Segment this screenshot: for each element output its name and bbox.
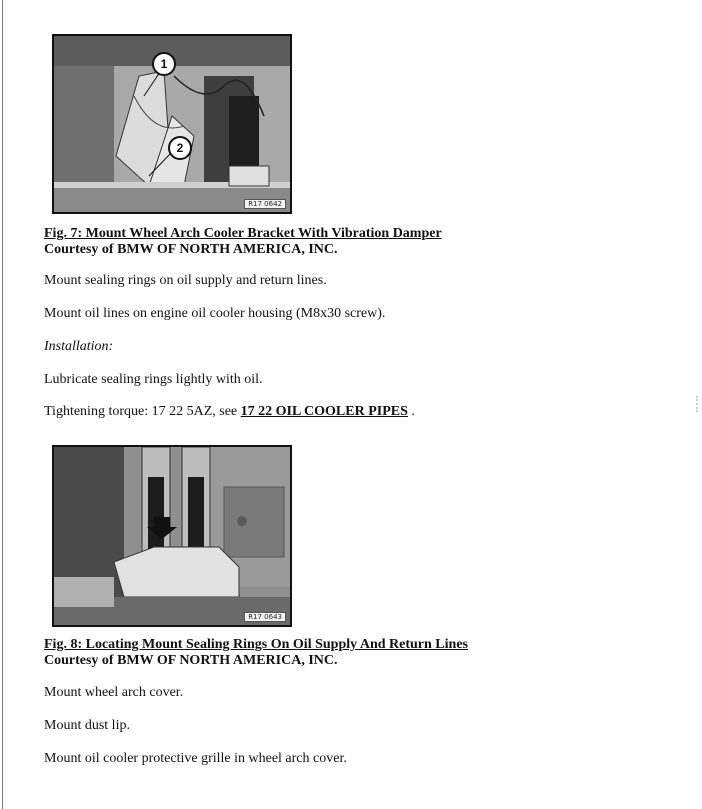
- oil-cooler-pipes-link[interactable]: 17 22 OIL COOLER PIPES: [240, 404, 408, 419]
- torque-suffix: .: [407, 404, 415, 419]
- scroll-marker: [696, 396, 702, 412]
- paragraph-sealing-rings: Mount sealing rings on oil supply and return lines.: [44, 273, 327, 288]
- callout-1: 1: [152, 52, 176, 76]
- figure-8-ref: R17 0643: [244, 612, 286, 622]
- figure-7-caption-credit: Courtesy of BMW OF NORTH AMERICA, INC.: [44, 242, 338, 257]
- figure-7-ref: R17 0642: [244, 199, 286, 209]
- paragraph-torque: [44, 404, 415, 420]
- figure-8-caption-title: Fig. 8: Locating Mount Sealing Rings On Oil Supply And Return Lines: [44, 637, 468, 652]
- paragraph-mount-oil-lines: Mount oil lines on engine oil cooler housing (M8x30 screw).: [44, 306, 386, 321]
- installation-heading: Installation:: [44, 339, 114, 354]
- figure-8-caption-credit: Courtesy of BMW OF NORTH AMERICA, INC.: [44, 653, 338, 668]
- paragraph-wheel-arch-cover: Mount wheel arch cover.: [44, 685, 184, 700]
- page-left-border: [2, 0, 3, 809]
- figure-7-image: [52, 34, 292, 214]
- torque-prefix: Tightening torque: 17 22 5AZ, see: [44, 404, 241, 419]
- callout-2: 2: [168, 136, 192, 160]
- figure-8-caption: [44, 637, 468, 669]
- figure-8-image: [52, 445, 292, 627]
- paragraph-dust-lip: Mount dust lip.: [44, 718, 130, 733]
- figure-7-caption-title: Fig. 7: Mount Wheel Arch Cooler Bracket With Vibration Damper: [44, 226, 442, 241]
- paragraph-lubricate: Lubricate sealing rings lightly with oil.: [44, 372, 263, 387]
- paragraph-protective-grille: Mount oil cooler protective grille in wheel arch cover.: [44, 751, 347, 766]
- figure-8-illustration: [54, 447, 290, 625]
- figure-7-caption: [44, 226, 442, 258]
